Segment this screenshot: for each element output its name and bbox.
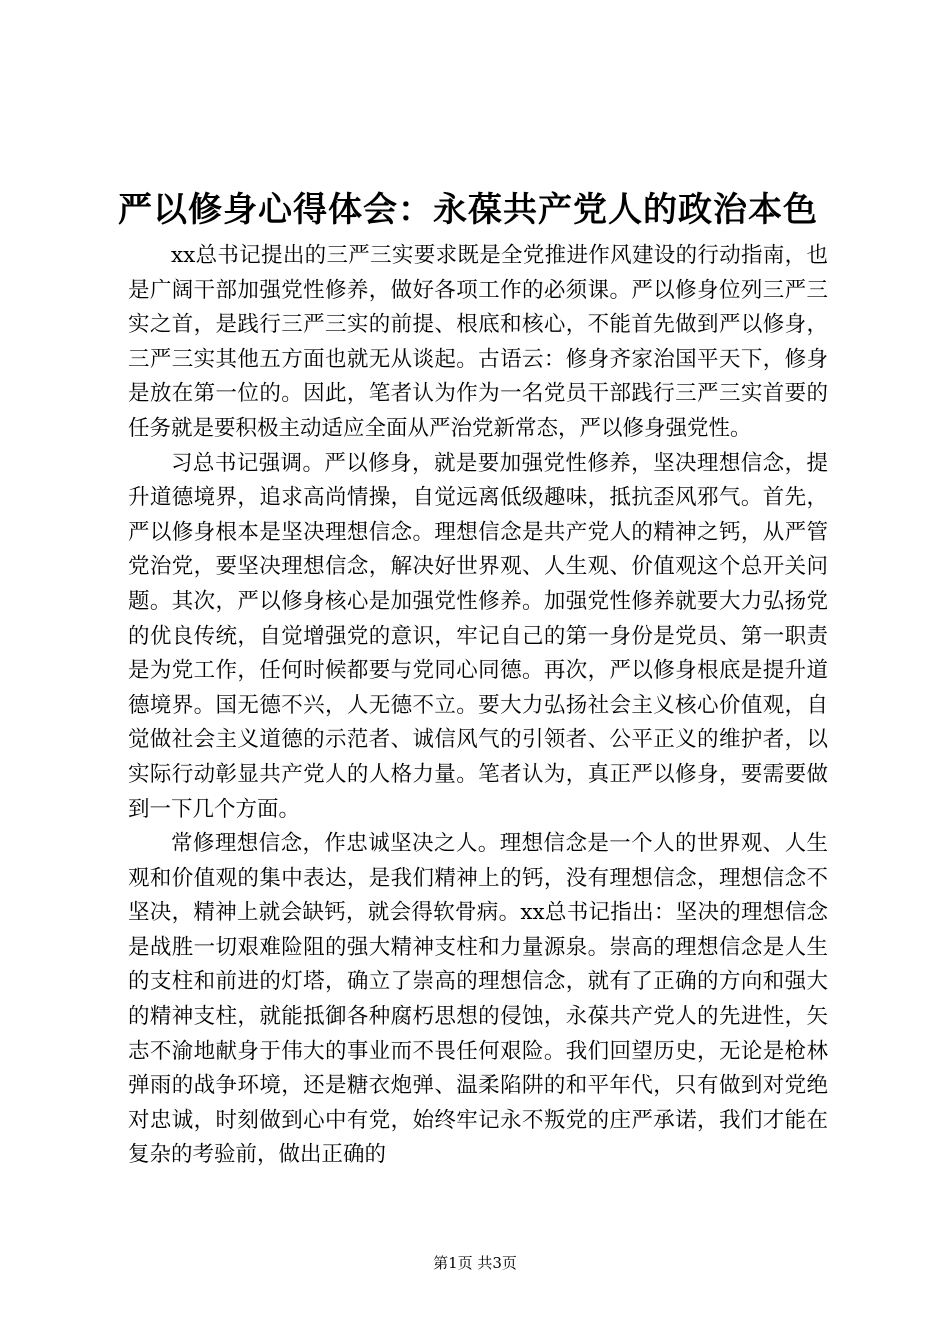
page-number: 第1页 <box>433 1254 473 1272</box>
page-total: 共3页 <box>477 1254 517 1272</box>
document-body <box>128 239 828 1173</box>
paragraph-1: xx总书记提出的三严三实要求既是全党推进作风建设的行动指南，也是广阔干部加强党性修养，做好各项工作的必须课。严以修身位列三严三实之首，是践行三严三实的前提、根底和核心，不能首先做到严以修身，三严三实其他五方面也就无从谈起。古语云：修身齐家治国平天下，修身是放在第一位的。因此，笔者认为作为一名党员干部践行三严三实首要的任务就是要积极主动适应全面从严治党新常态，严以修身强党性。 <box>128 243 828 441</box>
document-title: 严以修身心得体会：永葆共产党人的政治本色 <box>118 190 818 230</box>
page-footer <box>0 1253 950 1273</box>
paragraph-3: 常修理想信念，作忠诚坚决之人。理想信念是一个人的世界观、人生观和价值观的集中表达，是我们精神上的钙，没有理想信念，理想信念不坚决，精神上就会缺钙，就会得软骨病。xx总书记指出：坚决的理想信念是战胜一切艰难险阻的强大精神支柱和力量源泉。崇高的理想信念是人生的支柱和前进的灯塔，确立了崇高的理想信念，就有了正确的方向和强大的精神支柱，就能抵御各种腐朽思想的侵蚀，永葆共产党人的先进性，矢志不渝地献身于伟大的事业而不畏任何艰险。我们回望历史，无论是枪林弹雨的战争环境，还是糖衣炮弹、温柔陷阱的和平年代，只有做到对党绝对忠诚，时刻做到心中有党，始终牢记永不叛党的庄严承诺，我们才能在复杂的考验前，做出正确的 <box>128 831 828 1168</box>
paragraph-2: 习总书记强调。严以修身，就是要加强党性修养，坚决理想信念，提升道德境界，追求高尚情操，自觉远离低级趣味，抵抗歪风邪气。首先，严以修身根本是坚决理想信念。理想信念是共产党人的精神之钙，从严管党治党，要坚决理想信念，解决好世界观、人生观、价值观这个总开关问题。其次，严以修身核心是加强党性修养。加强党性修养就要大力弘扬党的优良传统，自觉增强党的意识，牢记自己的第一身份是党员、第一职责是为党工作，任何时候都要与党同心同德。再次，严以修身根底是提升道德境界。国无德不兴，人无德不立。要大力弘扬社会主义核心价值观，自觉做社会主义道德的示范者、诚信风气的引领者、公平正义的维护者，以实际行动彰显共产党人的人格力量。笔者认为，真正严以修身，要需要做到一下几个方面。 <box>128 450 828 822</box>
